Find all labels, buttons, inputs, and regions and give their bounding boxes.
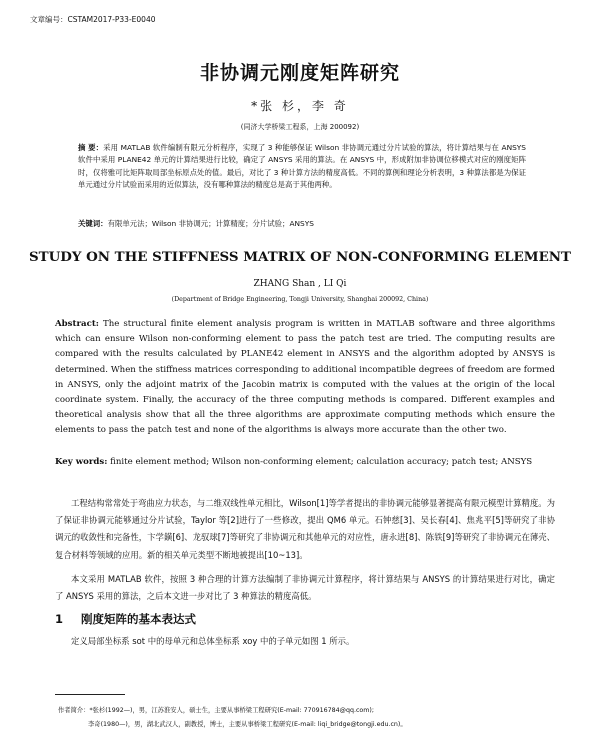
intro-paragraph-1: 工程结构常常处于弯曲应力状态，与二维双线性单元相比，Wilson[1]等学者提出的非协调元能够显著提高有限元模型计算精度。为了保证非协调元能够通过分片试验，Taylor 等[2]进行了一些修改，提出 QM6 单元。石钟慈[3]、吴长春[4]、焦兆平[5]等研究了非协调元的收敛性和完备性，卞学鐄[6]、龙驭球[7]等研究了非协调元和其他单元的对应性，唐永进[8]、陈铁[9]等研究了非协调元在薄壳、复合材料等领域的应用。新的相关单元类型不断地被提出[10~13]。 bbox=[55, 498, 555, 560]
section-paragraph: 定义局部坐标系 sot 中的母单元和总体坐标系 xoy 中的子单元如图 1 所示。 bbox=[71, 636, 355, 646]
keywords-chinese-label: 关键词： bbox=[78, 219, 108, 228]
footnote-line-1: 作者简介：*张杉(1992—)，男，江苏淮安人，硕士生，主要从事桥梁工程研究(E-mail: 770916784@qq.com); bbox=[58, 707, 374, 714]
keywords-english-text: finite element method; Wilson non-conforming element; calculation accuracy; patch test; ANSYS bbox=[110, 457, 533, 467]
affiliation-chinese: (同济大学桥梁工程系，上海 200092) bbox=[240, 123, 360, 131]
abstract-english bbox=[55, 317, 555, 439]
abstract-chinese bbox=[78, 142, 526, 192]
affiliation-english: (Department of Bridge Engineering, Tongji University, Shanghai 200092, China) bbox=[171, 296, 429, 303]
keywords-chinese-text: 有限单元法；Wilson 非协调元；计算精度；分片试验；ANSYS bbox=[107, 219, 314, 228]
section-heading bbox=[55, 611, 196, 627]
abstract-chinese-label: 摘 要： bbox=[78, 143, 104, 152]
footnote-line-2: 李奇(1980—)，男，湖北武汉人，副教授，博士，主要从事桥梁工程研究(E-mail: liqi_bridge@tongji.edu.cn)。 bbox=[88, 721, 407, 728]
title-chinese: 非协调元刚度矩阵研究 bbox=[199, 62, 400, 84]
keywords-english-label: Key words: bbox=[55, 457, 108, 467]
title-english: STUDY ON THE STIFFNESS MATRIX OF NON-CONFORMING ELEMENT bbox=[28, 249, 572, 265]
authors-chinese: *张 杉，李 奇 bbox=[251, 99, 349, 113]
abstract-english-label: Abstract: bbox=[55, 319, 99, 329]
section-number: 1 bbox=[55, 612, 64, 626]
abstract-english-text: The structural finite element analysis program is written in MATLAB software and three algorithms which can ensure Wilson non-conforming element to pass the patch test are tried. The computing results are compared with the results calculated by PLANE42 element in ANSYS and the algorithm adopted by ANSYS is determined. When the stiffness matrices corresponding to additional incompatible degrees of freedom are formed in ANSYS, only the adjoint matrix of the Jacobin matrix is computed with the values at the origin of the local coordinate system. Finally, the accuracy of the three computing methods is compared. Different examples and theoretical analysis show that all the three algorithms are approximate computing methods which ensure the elements to pass the patch test and none of the algorithms is always more accurate than the other two. bbox=[55, 319, 555, 436]
abstract-chinese-text: 采用 MATLAB 软件编制有限元分析程序，实现了 3 种能够保证 Wilson 非协调元通过分片试验的算法，将计算结果与在 ANSYS 软件中采用 PLANE42 单元的计算结果进行比较，确定了 ANSYS 采用的算法。在 ANSYS 中，形成附加非协调位移模式对应的刚度矩阵时，仅将雅可比矩阵取局部坐标原点处的值。最后，对比了 3 种计算方法的精度高低。不同的算例和理论分析表明，3 种算法都是为保证单元通过分片试验而采用的近似算法，没有哪种算法的精度总是高于其他两种。 bbox=[78, 143, 526, 190]
footnote-divider bbox=[55, 694, 125, 695]
article-number: 文章编号：CSTAM2017-P33-E0040 bbox=[30, 15, 156, 24]
section-title: 刚度矩阵的基本表达式 bbox=[81, 612, 196, 626]
keywords-chinese bbox=[78, 218, 526, 229]
keywords-english bbox=[55, 457, 555, 467]
intro-paragraph-2: 本文采用 MATLAB 软件，按照 3 种合理的计算方法编制了非协调元计算程序，将计算结果与 ANSYS 的计算结果进行对比，确定了 ANSYS 采用的算法，之后本文进一步对比了 3 种算法的精度高低。 bbox=[55, 574, 555, 602]
authors-english: ZHANG Shan , LI Qi bbox=[253, 279, 347, 289]
